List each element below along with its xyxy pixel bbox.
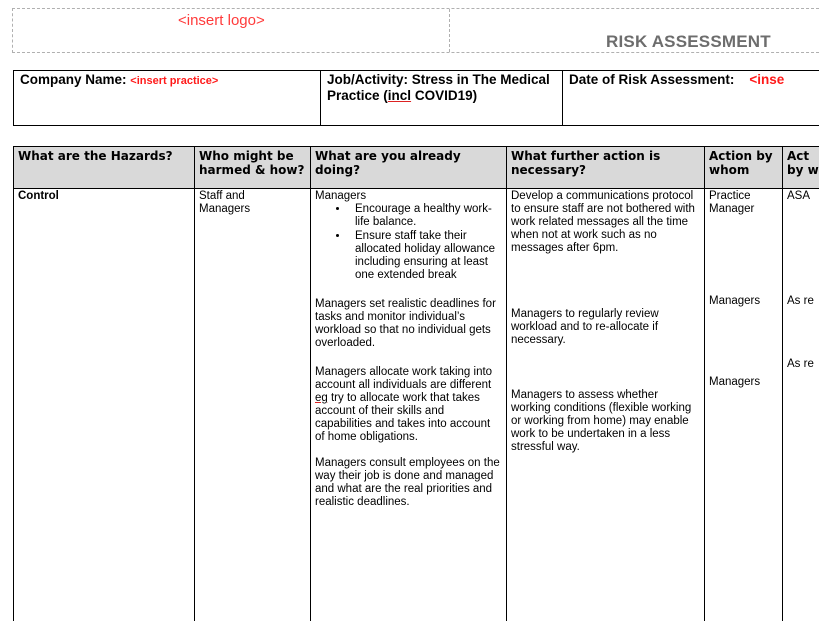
already-paragraph-4: Managers consult employees on the way their job is done and managed and what are the real priorities and realistic deadlines. xyxy=(315,457,500,508)
already-bullet-list xyxy=(315,203,502,282)
by-when-1: ASA xyxy=(787,190,811,202)
job-activity-incl: incl xyxy=(387,88,412,103)
further-paragraph-1: Develop a communications protocol to ensure staff are not bothered with work related messages all the time when not at work such as no messages after 6pm. xyxy=(511,190,695,254)
header-who-harmed: Who might be harmed & how? xyxy=(195,147,311,189)
already-p3-start: Managers allocate work taking into account all individuals are different xyxy=(315,366,493,391)
date-value: <inse xyxy=(749,72,785,87)
header-action-by-when: Act by w xyxy=(783,147,819,189)
header-already-doing: What are you already doing? xyxy=(311,147,507,189)
header-hazards: What are the Hazards? xyxy=(14,147,195,189)
list-item: • Encourage a healthy work-life balance. xyxy=(349,203,502,229)
job-activity-tail: COVID19) xyxy=(411,88,478,103)
date-label: Date of Risk Assessment: xyxy=(569,72,735,87)
header-divider xyxy=(449,9,450,52)
header-action-by-whom: Action by whom xyxy=(705,147,783,189)
company-name-value: <insert practice> xyxy=(130,75,219,87)
further-paragraph-3: Managers to assess whether working conditions (flexible working or working from home) may enable work to be undertaken in a less stressful way. xyxy=(511,389,692,453)
table-header-row xyxy=(14,147,819,189)
already-intro: Managers xyxy=(315,190,367,202)
logo-placeholder: <insert logo> xyxy=(178,12,265,29)
job-activity-label: Job/Activity: Stress in The Medical Practice ( xyxy=(327,72,550,103)
job-activity-cell xyxy=(321,71,563,125)
already-paragraph-3 xyxy=(315,366,502,444)
info-table xyxy=(13,70,819,126)
action-by-when-cell xyxy=(783,189,819,622)
document-title: RISK ASSESSMENT xyxy=(606,32,771,51)
hazard-text: Control xyxy=(18,190,59,202)
table-row xyxy=(14,189,819,622)
company-name-cell xyxy=(14,71,321,125)
by-whom-3: Managers xyxy=(709,376,761,388)
by-whom-2: Managers xyxy=(709,295,761,307)
who-harmed-cell xyxy=(195,189,311,622)
further-paragraph-2: Managers to regularly review workload and to re-allocate if necessary. xyxy=(511,308,659,346)
by-when-2: As re xyxy=(787,295,814,307)
action-by-whom-cell xyxy=(705,189,783,622)
already-p3-end: try to allocate work that takes account of their skills and capabilities and takes into account of home obligations. xyxy=(315,392,491,443)
by-whom-1: Practice Manager xyxy=(709,190,755,215)
already-paragraph-2: Managers set realistic deadlines for tasks and monitor individual’s workload so that no individual gets overloaded. xyxy=(315,298,496,349)
date-cell xyxy=(563,71,819,125)
list-item: • Ensure staff take their allocated holiday allowance including ensuring at least one extended break xyxy=(349,230,502,282)
header-further-action: What further action is necessary? xyxy=(507,147,705,189)
by-when-3: As re xyxy=(787,358,814,370)
already-p3-eg: eg xyxy=(315,392,328,404)
header-box xyxy=(12,8,819,53)
further-action-cell xyxy=(507,189,705,622)
hazard-cell xyxy=(14,189,195,622)
company-name-label: Company Name: xyxy=(20,72,131,87)
who-harmed-text: Staff and Managers xyxy=(199,190,251,215)
already-doing-cell xyxy=(311,189,507,622)
risk-assessment-table xyxy=(13,146,819,621)
